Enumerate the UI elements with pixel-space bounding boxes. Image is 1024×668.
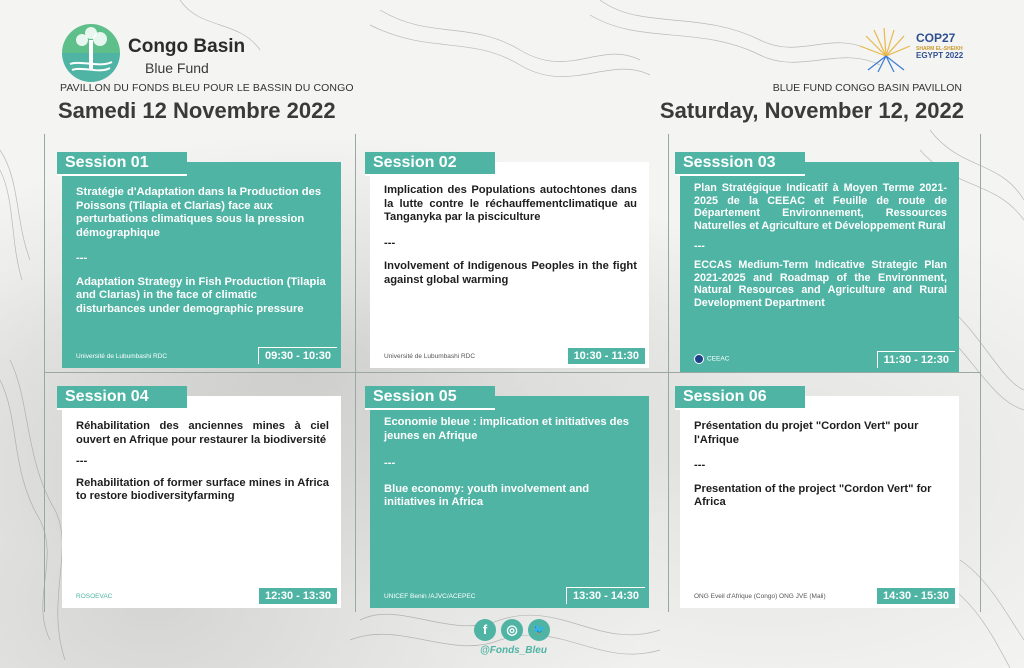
session-organizer: UNICEF Benin /AJVC/ACEPEC (384, 593, 476, 600)
session-organizer (694, 354, 729, 364)
session-card-4 (62, 388, 341, 608)
social-handle[interactable]: @Fonds_Bleu (480, 645, 547, 656)
session-text-en: Involvement of Indigenous Peoples in the fight against global warming (384, 260, 637, 286)
session-content (694, 420, 947, 510)
session-separator: --- (384, 236, 396, 249)
session-text-en: Rehabilitation of former surface mines in Africa to restore biodiversityfarming (76, 476, 329, 502)
session-separator: --- (384, 457, 396, 469)
session-card-5 (370, 388, 649, 608)
session-content (76, 186, 329, 316)
session-text-en: Blue economy: youth involvement and initiatives in Africa (384, 482, 590, 508)
session-text-en: Presentation of the project "Cordon Vert" for Africa (694, 482, 932, 508)
session-label: Session 02 (365, 152, 495, 176)
session-time: 13:30 - 14:30 (566, 587, 645, 604)
grid-divider-2 (668, 134, 669, 612)
session-label: Session 01 (57, 152, 187, 176)
cop27-logo (856, 26, 966, 74)
session-text-fr: Plan Stratégique Indicatif à Moyen Terme 2021-2025 de la CEEAC et Feuille de route de Département Environnement, Ressources Naturelles et Agriculture et Développement Rural (694, 182, 947, 232)
session-separator: --- (694, 240, 705, 253)
session-text-fr: Présentation du projet "Cordon Vert" pour l'Afrique (694, 420, 919, 446)
session-card-6 (680, 388, 959, 608)
session-content (76, 420, 329, 504)
session-text-fr: Stratégie d'Adaptation dans la Production des Poissons (Tilapia et Clarias) face aux perturbations climatiques sous la pression démographique (76, 186, 322, 239)
session-organizer: ONG Eveil d'Afrique (Congo) ONG JVE (Mali) (694, 593, 826, 600)
session-content (384, 184, 637, 287)
grid-divider-left (44, 134, 45, 612)
session-label: Session 04 (57, 386, 187, 410)
date-fr: Samedi 12 Novembre 2022 (58, 98, 336, 123)
pavilion-title-en: BLUE FUND CONGO BASIN PAVILLON (772, 82, 962, 94)
ceeac-logo-icon (694, 354, 704, 364)
session-organizer: ROSOEVAC (76, 593, 113, 600)
session-card-2 (370, 154, 649, 368)
cop-logo-text-3: EGYPT 2022 (916, 51, 964, 60)
session-time: 11:30 - 12:30 (877, 351, 955, 368)
session-card-3 (680, 154, 959, 372)
pavilion-title-fr: PAVILLON DU FONDS BLEU POUR LE BASSIN DU CONGO (60, 82, 354, 94)
congo-basin-blue-fund-logo (60, 22, 122, 84)
session-text-fr: Economie bleue : implication et initiatives des jeunes en Afrique (384, 416, 629, 442)
session-organizer: Université de Lubumbashi RDC (76, 353, 168, 360)
instagram-icon[interactable]: ◎ (501, 619, 523, 641)
facebook-icon[interactable]: f (474, 619, 496, 641)
session-label: Session 06 (675, 386, 805, 410)
grid-divider-mid (44, 372, 980, 373)
session-content (694, 182, 947, 309)
twitter-icon[interactable]: 🐦 (528, 619, 550, 641)
session-card-1 (62, 154, 341, 368)
date-en: Saturday, November 12, 2022 (659, 98, 964, 123)
session-text-en: Adaptation Strategy in Fish Production (Tilapia and Clarias) in the face of climatic disturbances under demographic pressure (76, 275, 326, 315)
session-separator: --- (76, 455, 88, 467)
session-separator: --- (694, 459, 706, 471)
session-label: Session 05 (365, 386, 495, 410)
session-label: Sesssion 03 (675, 152, 805, 176)
brand-name-line2: Blue Fund (145, 60, 209, 76)
session-text-en: ECCAS Medium-Term Indicative Strategic Plan 2021-2025 and Roadmap of the Environment, Natural Resources and Agriculture and Rural Development Department (694, 258, 947, 309)
session-organizer-text: CEEAC (707, 355, 730, 363)
session-time: 10:30 - 11:30 (568, 348, 645, 364)
session-time: 12:30 - 13:30 (259, 588, 337, 604)
session-separator: --- (76, 252, 88, 264)
brand-name-line1: Congo Basin (128, 36, 246, 57)
grid-divider-1 (355, 134, 356, 612)
session-content (384, 416, 637, 510)
cop-logo-text-2: SHARM EL-SHEIKH (916, 46, 963, 52)
session-text-fr: Réhabilitation des anciennes mines à ciel ouvert en Afrique pour restaurer la biodiversité (76, 420, 329, 446)
session-time: 09:30 - 10:30 (258, 347, 337, 364)
grid-divider-right (980, 134, 981, 612)
session-organizer: Université de Lubumbashi RDC (384, 353, 476, 360)
session-time: 14:30 - 15:30 (877, 588, 955, 604)
session-text-fr: Implication des Populations autochtones dans la lutte contre le réchauffementclimatique au Tanganyka par la pisciculture (384, 184, 637, 223)
cop-logo-text-1: COP27 (916, 31, 956, 45)
